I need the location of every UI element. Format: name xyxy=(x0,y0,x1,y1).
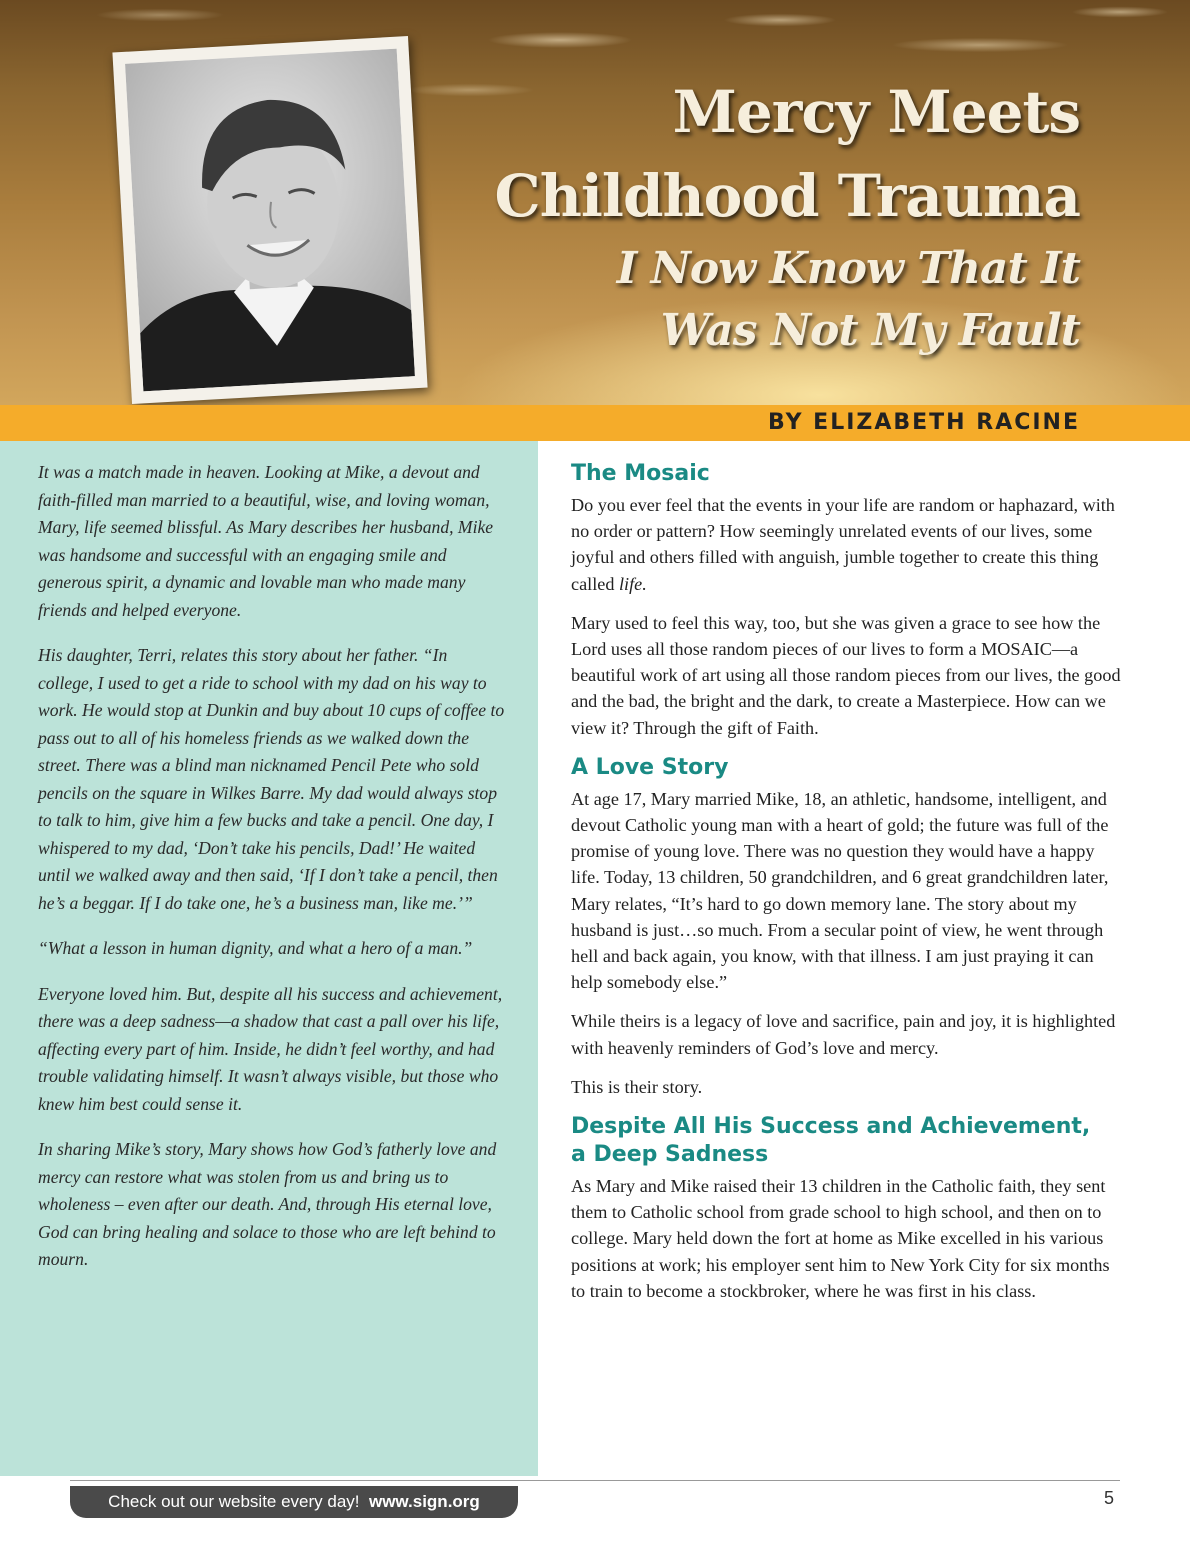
page-number: 5 xyxy=(1104,1488,1115,1508)
article-title xyxy=(430,70,1080,362)
sidebar-paragraph: “What a lesson in human dignity, and what a hero of a man.” xyxy=(38,938,473,958)
subtitle-line-2: Was Not My Fault xyxy=(660,305,1080,356)
sidebar-paragraph: Everyone loved him. But, despite all his success and achievement, there was a deep sadness—a shadow that cast a pall over his life, affecting every part of him. Inside, he didn’t feel worthy, and had trouble validating himself. It wasn’t always visible, but those who knew him best could sense it. xyxy=(38,983,503,1114)
section-heading-sadness: Despite All His Success and Achievement, a Deep Sadness xyxy=(571,1114,1091,1168)
body-paragraph: At age 17, Mary married Mike, 18, an athletic, handsome, intelligent, and devout Catholic young man with a heart of gold; the future was full of the promise of young love. There was no question they would have a happy life. Today, 13 children, 50 grandchildren, and 6 great grandchildren later, Mary relates, “It’s hard to go down memory lane. The story about my husband is just…so much. From a secular point of view, he went through hell and back again, you know, with that illness. I am just praying it can help somebody else.” xyxy=(571,788,1109,993)
subtitle-line-1: I Now Know That It xyxy=(616,243,1080,294)
body-paragraph: While theirs is a legacy of love and sacrifice, pain and joy, it is highlighted with heavenly reminders of God’s love and mercy. xyxy=(571,1011,1116,1058)
body-paragraph: As Mary and Mike raised their 13 children in the Catholic faith, they sent them to Catholic school from grade school to high school, and then on to college. Mary held down the fort at home as Mike excelled in his various positions at work; his employer sent him to New York City for six months to train to become a stockbroker, where he was first in his class. xyxy=(571,1176,1110,1301)
body-paragraph: Do you ever feel that the events in your life are random or haphazard, with no order or pattern? How seemingly unrelated events of our lives, some joyful and others filled with anguish, jumble together to create this thing called life. xyxy=(571,495,1115,594)
byline: BY ELIZABETH RACINE xyxy=(768,410,1080,435)
title-line-2: Childhood Trauma xyxy=(494,162,1080,230)
header-banner xyxy=(0,0,1190,405)
promo-text: Check out our website every day! xyxy=(108,1492,360,1511)
body-paragraph: Mary used to feel this way, too, but she was given a grace to see how the Lord uses all those random pieces of our lives to form a MOSAIC—a beautiful work of art using all those random pieces from our lives, the good and the bad, the bright and the dark, to create a Masterpiece. How can we view it? Through the gift of Faith. xyxy=(571,612,1121,738)
website-link[interactable]: www.sign.org xyxy=(368,1492,480,1511)
section-heading-love-story: A Love Story xyxy=(571,754,729,780)
byline-bar xyxy=(0,405,1190,441)
section-heading-mosaic: The Mosaic xyxy=(571,461,710,486)
sidebar-paragraph: It was a match made in heaven. Looking at Mike, a devout and faith-filled man married to a beautiful, wise, and loving woman, Mary, life seemed blissful. As Mary describes her husband, Mike was handsome and successful with an engaging smile and generous spirit, a dynamic and lovable man who made many friends and helped everyone. xyxy=(38,462,494,620)
article-body xyxy=(571,460,1123,1317)
body-paragraph: This is their story. xyxy=(571,1076,703,1097)
intro-sidebar xyxy=(0,441,538,1476)
sidebar-paragraph: His daughter, Terri, relates this story about her father. “In college, I used to get a ride to school with my dad on his way to work. He would stop at Dunkin and buy about 10 cups of coffee to pass out to all of his homeless friends as we walked down the street. There was a blind man nicknamed Pencil Pete who sold pencils on the square in Wilkes Barre. My dad would always stop to talk to him, give him a few bucks and take a pencil. One day, I whispered to my dad, ‘Don’t take his pencils, Dad!’ He waited until we walked away and then said, ‘If I don’t take a pencil, then he’s a beggar. If I do take one, he’s a business man, like me.’” xyxy=(38,645,505,913)
title-line-1: Mercy Meets xyxy=(672,78,1080,146)
sidebar-paragraph: In sharing Mike’s story, Mary shows how God’s fatherly love and mercy can restore what was stolen from us and bring us to wholeness – even after our death. And, through His eternal love, God can bring healing and solace to those who are left behind to mourn. xyxy=(38,1139,497,1269)
portrait-photo xyxy=(112,36,427,404)
website-promo xyxy=(70,1486,518,1518)
footer-divider xyxy=(70,1480,1120,1481)
